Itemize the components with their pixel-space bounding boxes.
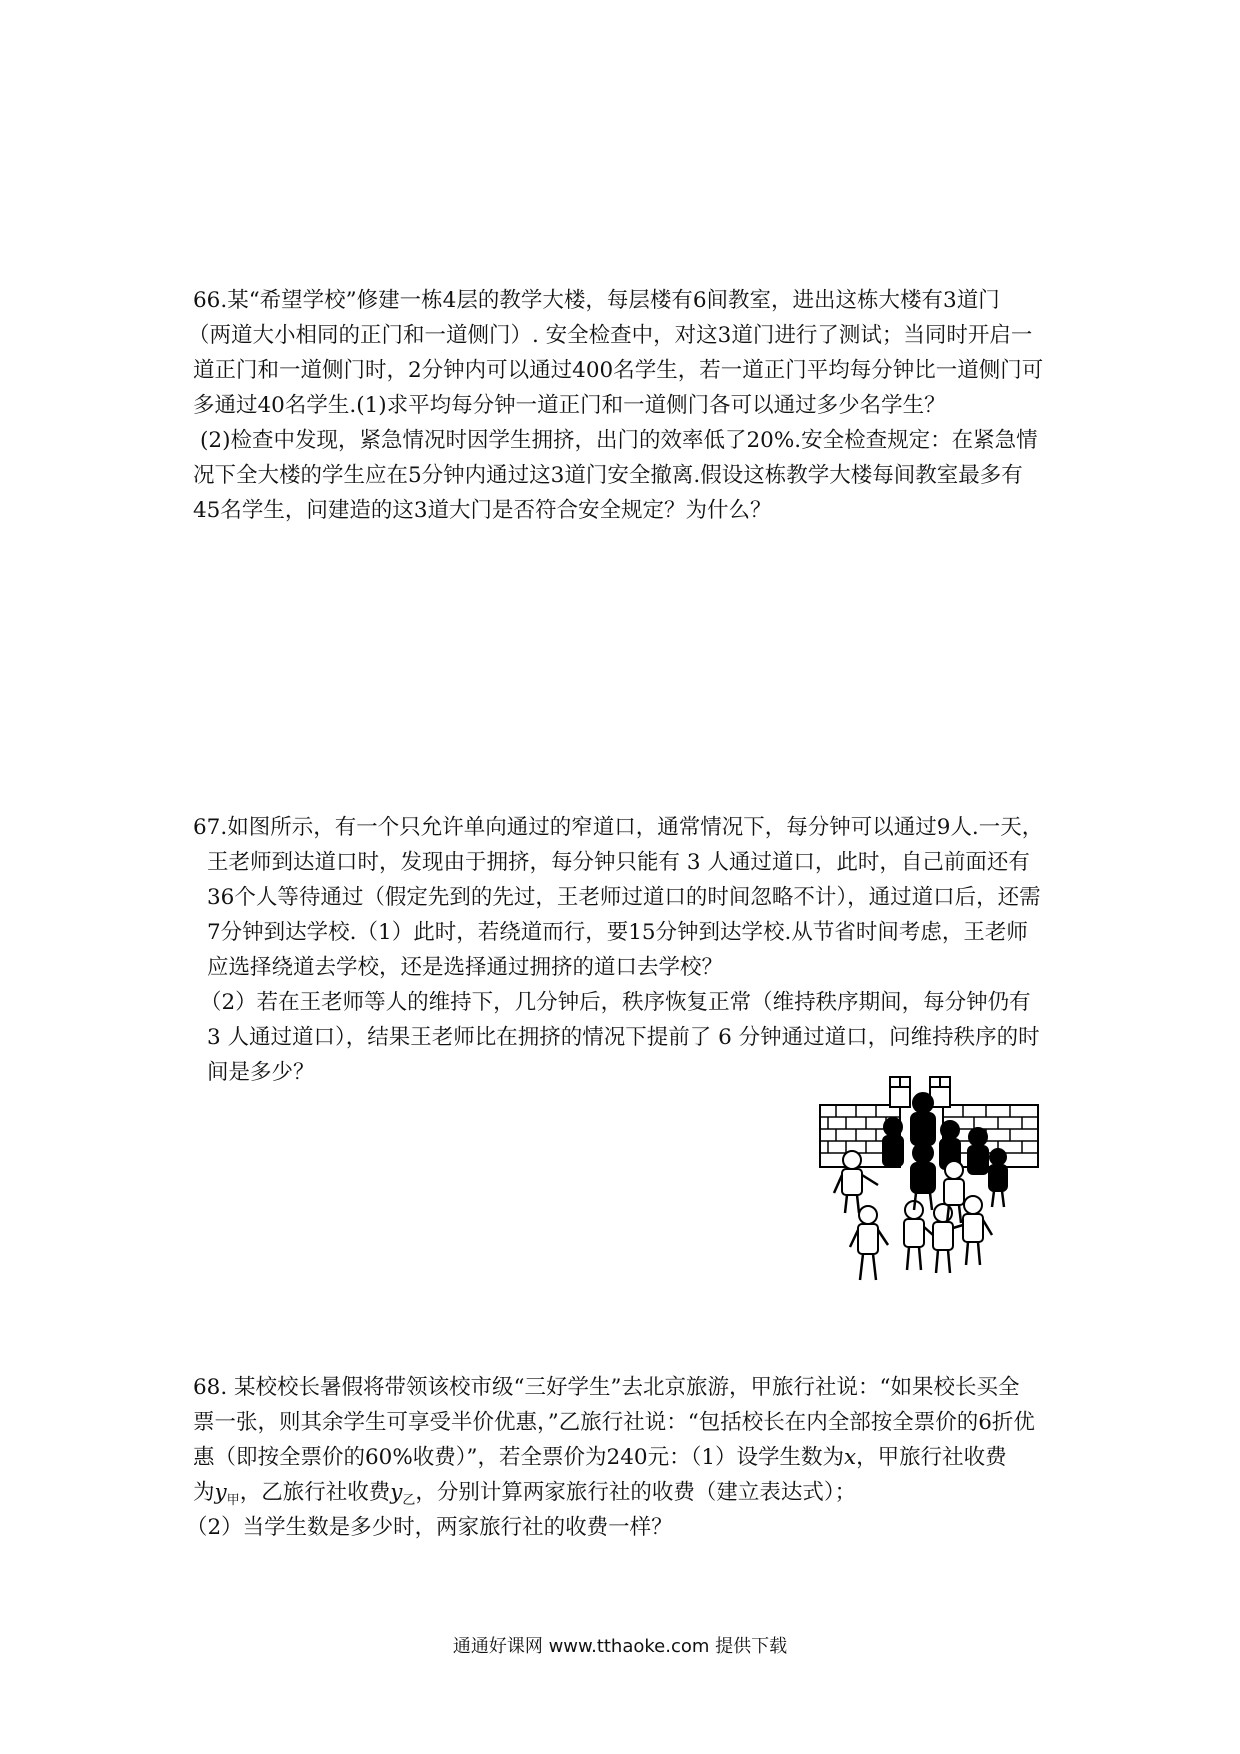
q67-line-1: 67.如图所示，有一个只允许单向通过的窄道口，通常情况下，每分钟可以通过9人.一天， — [193, 815, 1044, 840]
variable-y-jia: y — [214, 1480, 227, 1505]
q67-line-6: （2）若在王老师等人的维持下，几分钟后，秩序恢复正常（维持秩序期间，每分钟仍有 — [200, 990, 1031, 1015]
q66-line-2: （两道大小相同的正门和一道侧门）. 安全检查中，对这3道门进行了测试；当同时开启一 — [188, 323, 1033, 348]
q68-line-4-a: 为 — [193, 1480, 215, 1505]
q66-line-4: 多通过40名学生.(1)求平均每分钟一道正门和一道侧门各可以通过多少名学生？ — [193, 393, 946, 418]
q67-line-8: 间是多少？ — [207, 1060, 315, 1085]
footer-download-note: 通通好课网 www.tthaoke.com 提供下载 — [452, 1636, 788, 1657]
q68-line-4 — [193, 1477, 856, 1512]
q67-line-3: 36个人等待通过（假定先到的先过，王老师过道口的时间忽略不计），通过道口后，还需 — [207, 885, 1041, 910]
q67-line-5: 应选择绕道去学校，还是选择通过拥挤的道口去学校？ — [207, 955, 724, 980]
q67-line-2: 王老师到达道口时，发现由于拥挤，每分钟只能有 3 人通过道口，此时，自己前面还有 — [207, 850, 1030, 875]
q68-line-3-end: ，甲旅行社收费 — [856, 1445, 1007, 1470]
q66-line-3: 道正门和一道侧门时，2分钟内可以通过400名学生，若一道正门平均每分钟比一道侧门可 — [193, 358, 1044, 383]
q66-line-1: 66.某“希望学校”修建一栋4层的教学大楼，每层楼有6间教室，进出这栋大楼有3道门 — [193, 288, 1000, 313]
crowd-at-passage-illustration — [818, 1075, 1040, 1295]
q66-line-6: 况下全大楼的学生应在5分钟内通过这3道门安全撤离.假设这栋教学大楼每间教室最多有 — [193, 463, 1023, 488]
variable-y-yi: y — [390, 1480, 403, 1505]
variable-x: x — [844, 1445, 857, 1470]
q68-line-5: （2）当学生数是多少时，两家旅行社的收费一样？ — [186, 1515, 673, 1540]
q68-line-3-text: 惠（即按全票价的60%收费）”，若全票价为240元：（1）设学生数为 — [193, 1445, 844, 1470]
q67-line-7: 3 人通过道口），结果王老师比在拥挤的情况下提前了 6 分钟通过道口，问维持秩序的时 — [207, 1025, 1040, 1050]
q68-line-4-b: ，乙旅行社收费 — [239, 1480, 391, 1505]
q66-line-7: 45名学生，问建造的这3道大门是否符合安全规定？为什么？ — [193, 498, 772, 523]
subscript-yi: 乙 — [402, 1493, 416, 1508]
q68-line-3 — [193, 1442, 1007, 1474]
q68-line-2: 票一张，则其余学生可享受半价优惠，”乙旅行社说：“包括校长在内全部按全票价的6折优 — [193, 1410, 1035, 1435]
subscript-jia: 甲 — [226, 1493, 240, 1508]
q68-line-4-c: ，分别计算两家旅行社的收费（建立表达式）； — [415, 1480, 857, 1505]
q66-line-5: (2)检查中发现，紧急情况时因学生拥挤，出门的效率低了20%.安全检查规定：在紧急情 — [200, 428, 1038, 453]
q68-line-1: 68. 某校校长暑假将带领该校市级“三好学生”去北京旅游，甲旅行社说：“如果校长买全 — [193, 1375, 1020, 1400]
q67-line-4: 7分钟到达学校.（1）此时，若绕道而行，要15分钟到达学校.从节省时间考虑，王老师 — [207, 920, 1028, 945]
